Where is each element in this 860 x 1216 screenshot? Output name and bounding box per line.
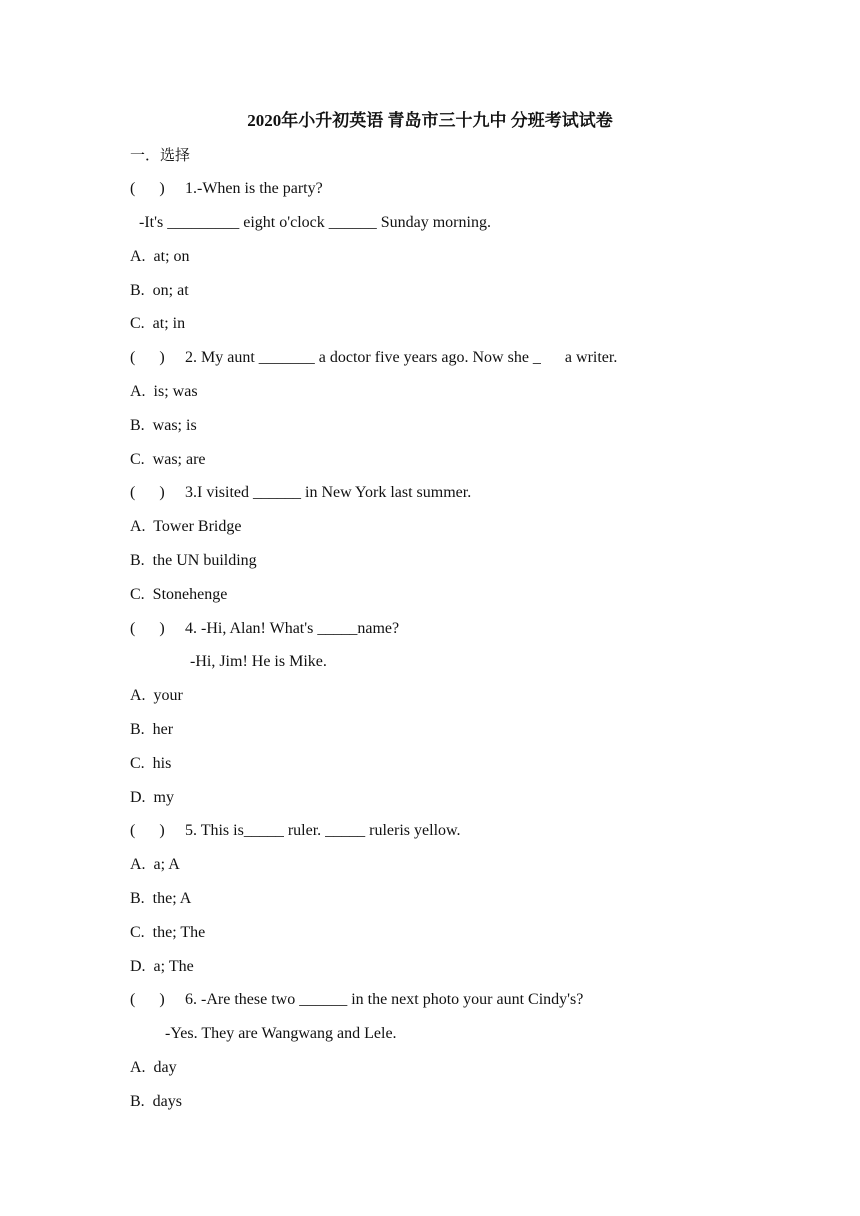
option-1a: A. at; on [130, 248, 190, 265]
option-4c: C. his [130, 755, 172, 772]
question-text: 6. -Are these two ______ in the next photo your aunt Cindy's? [185, 991, 584, 1008]
option-1b: B. on; at [130, 282, 189, 299]
question-1-continuation: -It's _________ eight o'clock ______ Sunday morning. [139, 214, 491, 231]
option-5b: B. the; A [130, 890, 192, 907]
question-text: 4. -Hi, Alan! What's _____name? [185, 620, 400, 637]
answer-paren: ( ) [130, 991, 165, 1008]
option-3c: C. Stonehenge [130, 586, 228, 603]
question-text: 3.I visited ______ in New York last summer. [185, 484, 472, 501]
exam-title: 2020年小升初英语 青岛市三十九中 分班考试试卷 [247, 111, 613, 130]
option-6a: A. day [130, 1059, 177, 1076]
answer-paren: ( ) [130, 822, 165, 839]
answer-paren: ( ) [130, 180, 165, 197]
question-text: 2. My aunt _______ a doctor five years ago. Now she _ a writer. [185, 349, 618, 366]
option-2c: C. was; are [130, 451, 206, 468]
answer-paren: ( ) [130, 484, 165, 501]
question-1 [130, 178, 323, 200]
question-3 [130, 482, 471, 504]
question-5 [130, 820, 461, 842]
question-4 [130, 618, 399, 640]
option-4d: D. my [130, 789, 174, 806]
option-5c: C. the; The [130, 924, 206, 941]
option-3a: A. Tower Bridge [130, 518, 242, 535]
answer-paren: ( ) [130, 620, 165, 637]
option-2b: B. was; is [130, 417, 197, 434]
option-6b: B. days [130, 1093, 182, 1110]
option-1c: C. at; in [130, 315, 186, 332]
option-4a: A. your [130, 687, 183, 704]
question-2 [130, 347, 617, 369]
option-5d: D. a; The [130, 958, 194, 975]
option-3b: B. the UN building [130, 552, 257, 569]
option-2a: A. is; was [130, 383, 198, 400]
question-6-continuation: -Yes. They are Wangwang and Lele. [165, 1025, 397, 1042]
section-header: 一．选择 [130, 146, 191, 164]
answer-paren: ( ) [130, 349, 165, 366]
question-4-continuation: -Hi, Jim! He is Mike. [190, 653, 327, 670]
option-4b: B. her [130, 721, 174, 738]
question-text: 5. This is_____ ruler. _____ ruleris yellow. [185, 822, 461, 839]
question-text: 1.-When is the party? [185, 180, 323, 197]
option-5a: A. a; A [130, 856, 180, 873]
question-6 [130, 989, 583, 1011]
